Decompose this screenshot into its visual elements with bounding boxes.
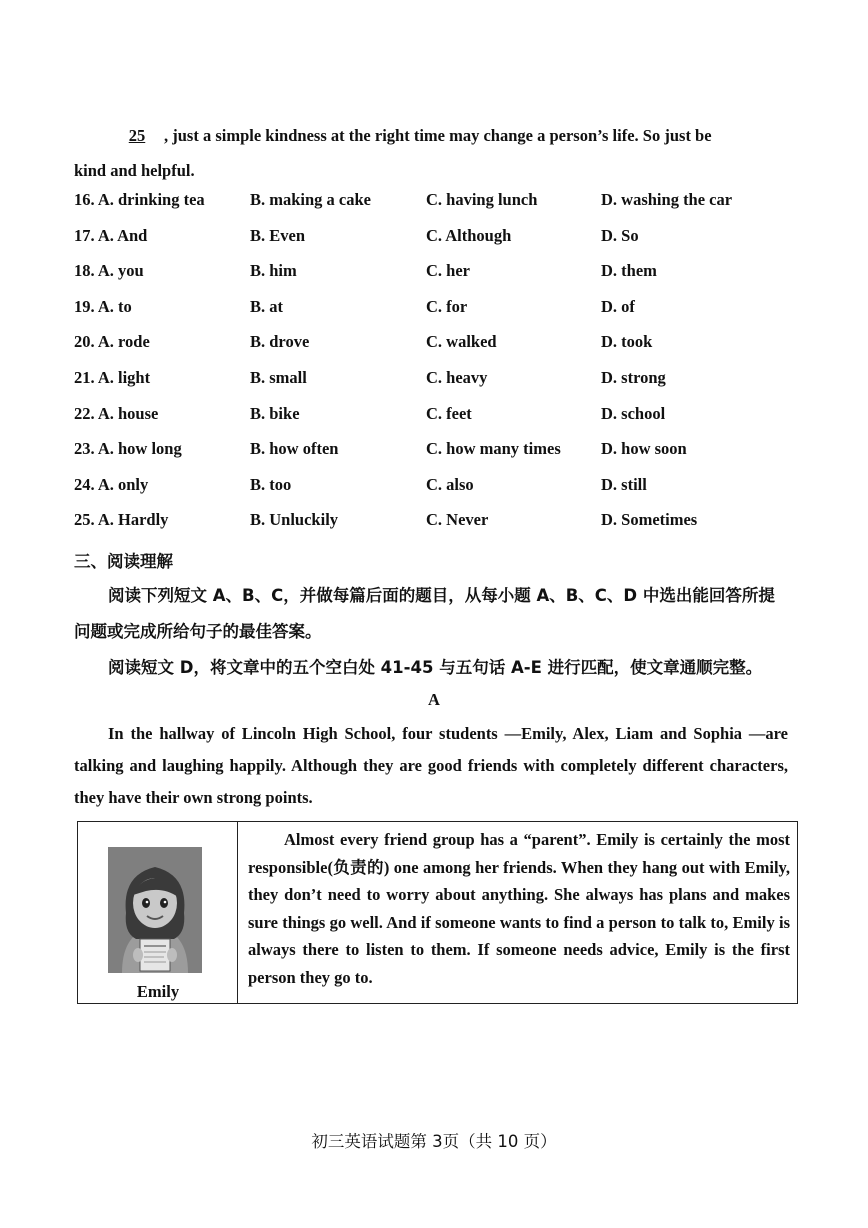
option-b: B. bike xyxy=(250,403,300,423)
reading-instruction-1: 阅读下列短文 A、B、C，并做每篇后面的题目，从每小题 A、B、C、D 中选出能回答所提问题或完成所给句子的最佳答案。 xyxy=(74,586,775,641)
section-title: 三、阅读理解 xyxy=(74,552,173,571)
option-a: 20. A. rode xyxy=(74,332,150,352)
option-b: B. how often xyxy=(250,439,339,459)
profile-table xyxy=(77,821,798,1004)
option-b: B. Unluckily xyxy=(250,510,339,530)
option-b: B. Even xyxy=(250,225,306,245)
option-a: 16. A. drinking tea xyxy=(74,190,205,209)
option-c: C. for xyxy=(426,296,468,316)
option-d: D. Sometimes xyxy=(601,510,698,530)
question-row xyxy=(74,510,794,546)
profile-name: Emily xyxy=(136,982,180,1001)
profile-description: Almost every friend group has a “parent”. Emily is certainly the most responsible(负责的) one among her friends. When they hang out with Emily, they don’t need to worry about anything. She always has plans and makes sure things go well. And if someone wants to find a person to talk to, Emily is always there to listen to them. If someone needs advice, Emily is the first person they go to. xyxy=(248,830,790,987)
option-b: B. at xyxy=(250,296,283,316)
option-d: D. them xyxy=(601,261,657,281)
option-b: B. too xyxy=(250,474,292,494)
option-c: C. feet xyxy=(426,403,472,423)
option-a: 22. A. house xyxy=(74,403,159,423)
question-options-list xyxy=(74,190,794,546)
question-row xyxy=(74,475,794,511)
option-c: C. also xyxy=(426,474,474,494)
question-row xyxy=(74,439,794,475)
passage-title: A xyxy=(428,690,440,709)
option-d: D. So xyxy=(601,225,639,245)
option-d: D. washing the car xyxy=(601,190,733,209)
cloze-ending-paragraph xyxy=(74,118,784,188)
blank-number: 25 xyxy=(128,126,146,145)
passage-intro: In the hallway of Lincoln High School, four students —Emily, Alex, Liam and Sophia —are talking and laughing happily. Although they are good friends with completely different characters, they have their own strong points. xyxy=(74,724,788,807)
option-a: 25. A. Hardly xyxy=(74,510,169,530)
question-row xyxy=(74,332,794,368)
option-a: 19. A. to xyxy=(74,296,132,316)
cloze-ending-text-1: , just a simple kindness at the right time may change a person’s life. So just be xyxy=(164,126,712,145)
option-c: C. Never xyxy=(426,510,489,530)
question-row xyxy=(74,368,794,404)
option-b: B. drove xyxy=(250,332,310,352)
option-a: 24. A. only xyxy=(74,474,149,494)
option-a: 21. A. light xyxy=(74,367,151,387)
option-b: B. making a cake xyxy=(250,190,372,209)
option-b: B. him xyxy=(250,261,297,281)
option-a: 23. A. how long xyxy=(74,439,182,459)
page-footer: 初三英语试题第 3页（共 10 页） xyxy=(311,1132,557,1151)
question-row xyxy=(74,190,794,226)
question-row xyxy=(74,261,794,297)
profile-portrait-cell xyxy=(78,822,238,1003)
option-d: D. strong xyxy=(601,367,666,387)
option-c: C. having lunch xyxy=(426,190,538,209)
option-d: D. still xyxy=(601,474,647,494)
option-a: 18. A. you xyxy=(74,261,144,281)
question-row xyxy=(74,226,794,262)
cloze-ending-line-1 xyxy=(74,118,784,153)
option-b: B. small xyxy=(250,367,307,387)
option-d: D. of xyxy=(601,296,635,316)
option-d: D. took xyxy=(601,332,653,352)
option-c: C. walked xyxy=(426,332,497,352)
option-c: C. Although xyxy=(426,225,512,245)
option-d: D. how soon xyxy=(601,439,687,459)
emily-portrait-image xyxy=(108,847,202,973)
option-c: C. heavy xyxy=(426,367,488,387)
cloze-ending-text-2: kind and helpful. xyxy=(74,161,195,180)
option-d: D. school xyxy=(601,403,666,423)
option-c: C. her xyxy=(426,261,470,281)
reading-instruction-2: 阅读短文 D，将文章中的五个空白处 41-45 与五句话 A-E 进行匹配，使文章通顺完整。 xyxy=(108,658,763,677)
option-c: C. how many times xyxy=(426,439,561,459)
question-row xyxy=(74,297,794,333)
question-row xyxy=(74,404,794,440)
option-a: 17. A. And xyxy=(74,225,148,245)
